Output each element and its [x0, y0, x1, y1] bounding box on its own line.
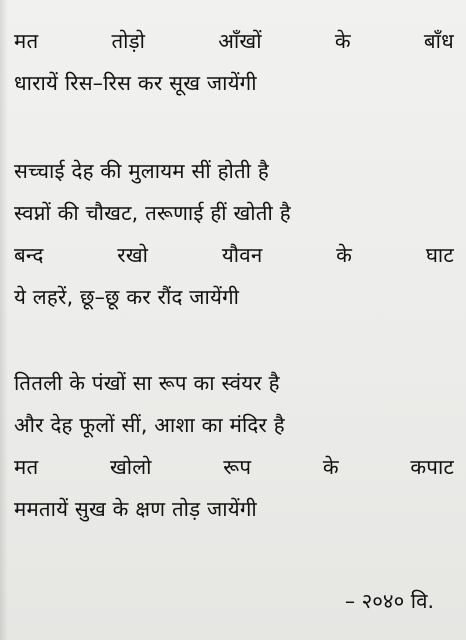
stanza-3 [14, 362, 454, 530]
page-edge-shadow [0, 0, 8, 640]
poem-word: मत [14, 455, 39, 479]
poem-word: घाट [425, 243, 454, 267]
poem-line: ये लहरें, छू–छू कर रौंद जायेंगी [14, 285, 240, 309]
poem-word: के [334, 29, 351, 53]
stanza-2 [14, 150, 454, 318]
poem-word: बाँध [423, 29, 454, 53]
poem-word: तोड़ो [111, 29, 146, 53]
poem-word: मत [14, 29, 39, 53]
poem-line: तितली के पंखों सा रूप का स्वंयर है [14, 371, 280, 395]
poem-word: आँखों [218, 29, 262, 53]
poem-line [14, 234, 454, 276]
poem-line: धारायें रिस–रिस कर सूख जायेंगी [14, 71, 257, 95]
poem-word: कपाट [410, 455, 454, 479]
poem-line: और देह फूलों सीं, आशा का मंदिर है [14, 413, 285, 437]
poem-line: सच्चाई देह की मुलायम सीं होती है [14, 159, 269, 183]
poem-word: के [322, 455, 339, 479]
signature-date: – २०४० वि. [344, 589, 434, 613]
poem-line: स्वप्नों की चौखट, तरूणाई हीं खोती है [14, 201, 291, 225]
poem-line: ममतायें सुख के क्षण तोड़ जायेंगी [14, 497, 257, 521]
poem-word: खोलो [109, 455, 152, 479]
poem-word: बन्द [14, 243, 44, 267]
poem-word: यौवन [221, 243, 263, 267]
poem-line [14, 20, 454, 62]
poem-word: रूप [223, 455, 252, 479]
poem-word: के [336, 243, 353, 267]
stanza-1 [14, 20, 454, 104]
poem-word: रखो [117, 243, 149, 267]
poem-line [14, 446, 454, 488]
